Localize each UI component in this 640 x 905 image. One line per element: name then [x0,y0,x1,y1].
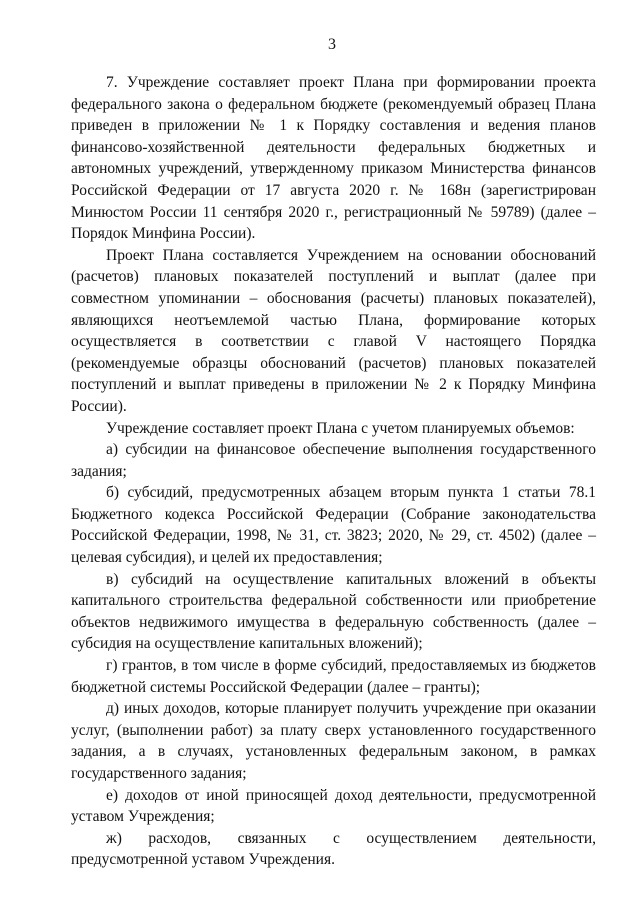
paragraph-plan-volumes-intro: Учреждение составляет проект Плана с учетом планируемых объемов: [106,419,575,437]
list-item-d: д) иных доходов, которые планирует получить учреждение при оказании услуг, (выполнении работ) за плату сверх установленного государственного задания, а в случаях, установленных федеральным законом, в рамках государственного задания; [71,700,596,782]
list-item-b: б) субсидий, предусмотренных абзацем вторым пункта 1 статьи 78.1 Бюджетного кодекса Российской Федерации (Собрание законодательства Российской Федерации, 1998, № 31, ст. 3823; 2020, № 29, ст. 4502) (далее – целевая субсидия), и целей их предоставления; [71,484,596,567]
page-number: 3 [328,36,336,53]
paragraph-7: 7. Учреждение составляет проект Плана при формировании проекта федерального закона о федеральном бюджете (рекомендуемый образец Плана приведен в приложении № 1 к Порядку составления и ведения планов финансово-хозяйственной деятельности федеральных бюджетных и автономных учреждений, утвержденному приказом Министерства финансов Российской Федерации от 17 августа 2020 г. № 168н (зарегистрирован Минюстом России 11 сентября 2020 г., регистрационный № 59789) (далее – Порядок Минфина России). [71,74,596,243]
list-item-zh: ж) расходов, связанных с осуществлением деятельности, предусмотренной уставом Учреждения. [71,829,596,869]
list-item-g: г) грантов, в том числе в форме субсидий, предоставляемых из бюджетов бюджетной системы Российской Федерации (далее – гранты); [71,657,596,696]
paragraph-plan-basis: Проект Плана составляется Учреждением на основании обоснований (расчетов) плановых показателей поступлений и выплат (далее при совместном упоминании – обоснования (расчеты) плановых показателей), являющихся неотъемлемой частью Плана, формирование которых осуществляется в соответствии с главой V настоящего Порядка (рекомендуемые образцы обоснований (расчетов) плановых показателей поступлений и выплат приведены в приложении № 2 к Порядку Минфина России). [71,246,596,415]
list-item-e: е) доходов от иной приносящей доход деятельности, предусмотренной уставом Учреждения; [71,786,596,826]
document-body [71,72,596,871]
list-item-a: а) субсидии на финансовое обеспечение выполнения государственного задания; [71,441,596,480]
list-item-v: в) субсидий на осуществление капитальных вложений в объекты капитального строительства федеральной собственности или приобретение объектов недвижимого имущества в федеральную собственность (далее – субсидия на осуществление капитальных вложений); [71,570,596,653]
